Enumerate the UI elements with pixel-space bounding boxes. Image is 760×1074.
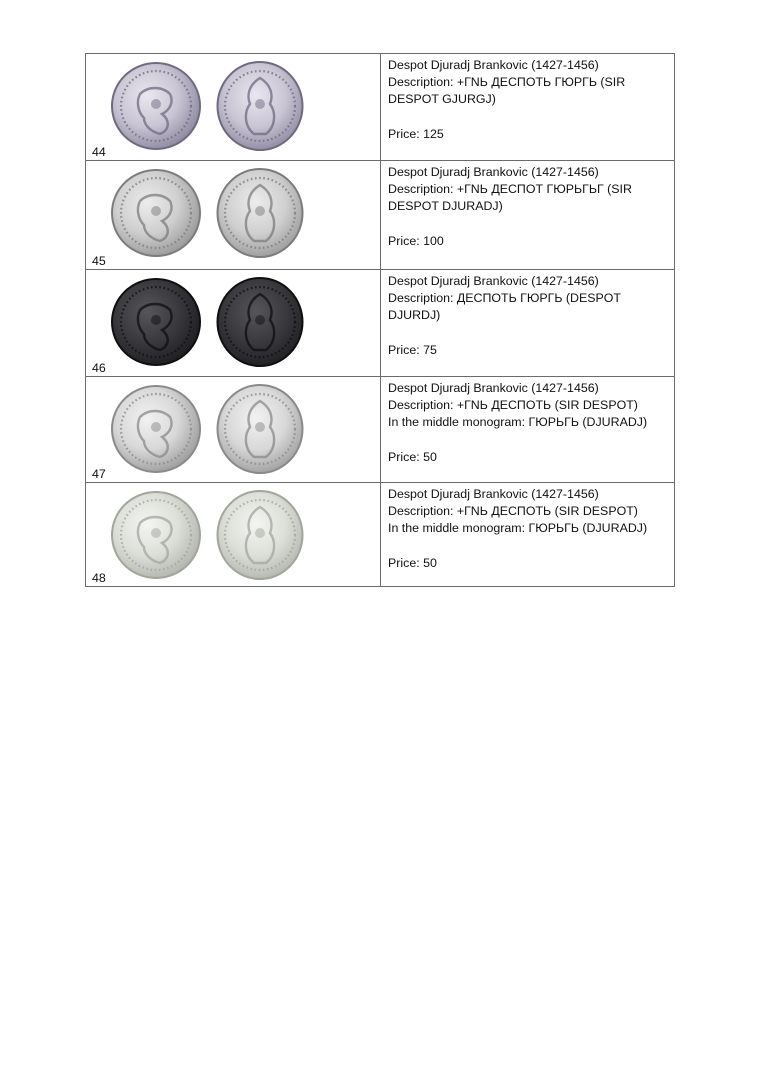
lot-number: 48 xyxy=(92,571,106,585)
table-row xyxy=(86,54,675,161)
coin-description-cell xyxy=(381,483,675,587)
coin-pair xyxy=(110,383,318,475)
coin-center-mark xyxy=(151,99,161,109)
coin-reverse-image xyxy=(214,276,306,368)
coin-reverse-image xyxy=(214,383,306,475)
coin-center-mark xyxy=(151,206,161,216)
lot-number: 46 xyxy=(92,361,106,375)
coin-description-cell xyxy=(381,270,675,377)
coin-image-cell xyxy=(86,270,381,377)
coin-legend: Description: +ГNЬ ДЕСПОТ ГЮРЬГЬГ (SIR DESPOT DJURADJ) xyxy=(388,182,636,214)
coin-legend: Description: +ГNЬ ДЕСПОТЬ (SIR DESPOT) xyxy=(388,504,638,519)
coin-reverse-image xyxy=(214,167,306,259)
coin-ruler: Despot Djuradj Brankovic (1427-1456) xyxy=(388,381,599,395)
coin-description-cell xyxy=(381,377,675,483)
coin-center-mark xyxy=(255,99,265,109)
coin-catalog-table xyxy=(85,53,675,587)
coin-center-mark xyxy=(255,315,265,325)
coin-center-mark xyxy=(151,528,161,538)
coin-center-mark xyxy=(255,528,265,538)
coin-center-mark xyxy=(255,422,265,432)
coin-ruler: Despot Djuradj Brankovic (1427-1456) xyxy=(388,487,599,501)
coin-legend: Description: ДЕСПОТЬ ГЮРГЬ (DESPOT DJURDJ) xyxy=(388,291,625,323)
coin-ruler: Despot Djuradj Brankovic (1427-1456) xyxy=(388,58,599,72)
coin-pair xyxy=(110,167,318,259)
coin-center-mark xyxy=(151,315,161,325)
coin-obverse-image xyxy=(110,276,202,368)
coin-center-mark xyxy=(255,206,265,216)
coin-pair xyxy=(110,60,318,152)
table-row xyxy=(86,161,675,270)
coin-monogram: In the middle monogram: ГЮРЬГЬ (DJURADJ) xyxy=(388,521,648,536)
table-row xyxy=(86,377,675,483)
coin-monogram: In the middle monogram: ГЮРЬГЬ (DJURADJ) xyxy=(388,415,648,430)
coin-reverse-image xyxy=(214,489,306,581)
coin-ruler: Despot Djuradj Brankovic (1427-1456) xyxy=(388,274,599,288)
coin-obverse-image xyxy=(110,60,202,152)
coin-obverse-image xyxy=(110,489,202,581)
coin-obverse-image xyxy=(110,383,202,475)
coin-price: Price: 50 xyxy=(388,449,437,464)
lot-number: 47 xyxy=(92,467,106,481)
coin-image-cell xyxy=(86,377,381,483)
coin-pair xyxy=(110,276,318,368)
coin-image-cell xyxy=(86,483,381,587)
coin-description-cell xyxy=(381,54,675,161)
lot-number: 45 xyxy=(92,254,106,268)
coin-price: Price: 50 xyxy=(388,555,437,570)
coin-reverse-image xyxy=(214,60,306,152)
coin-price: Price: 100 xyxy=(388,233,444,248)
coin-center-mark xyxy=(151,422,161,432)
coin-description-cell xyxy=(381,161,675,270)
coin-image-cell xyxy=(86,54,381,161)
coin-price: Price: 75 xyxy=(388,342,437,357)
coin-pair xyxy=(110,489,318,581)
coin-legend: Description: +ГNЬ ДЕСПОТЬ (SIR DESPOT) xyxy=(388,398,638,413)
table-row xyxy=(86,483,675,587)
coin-catalog-body xyxy=(86,54,675,587)
coin-obverse-image xyxy=(110,167,202,259)
coin-ruler: Despot Djuradj Brankovic (1427-1456) xyxy=(388,165,599,179)
lot-number: 44 xyxy=(92,145,106,159)
coin-legend: Description: +ГNЬ ДЕСПОТЬ ГЮРГЬ (SIR DESPOT GJURGJ) xyxy=(388,75,629,107)
coin-image-cell xyxy=(86,161,381,270)
table-row xyxy=(86,270,675,377)
coin-price: Price: 125 xyxy=(388,126,444,141)
